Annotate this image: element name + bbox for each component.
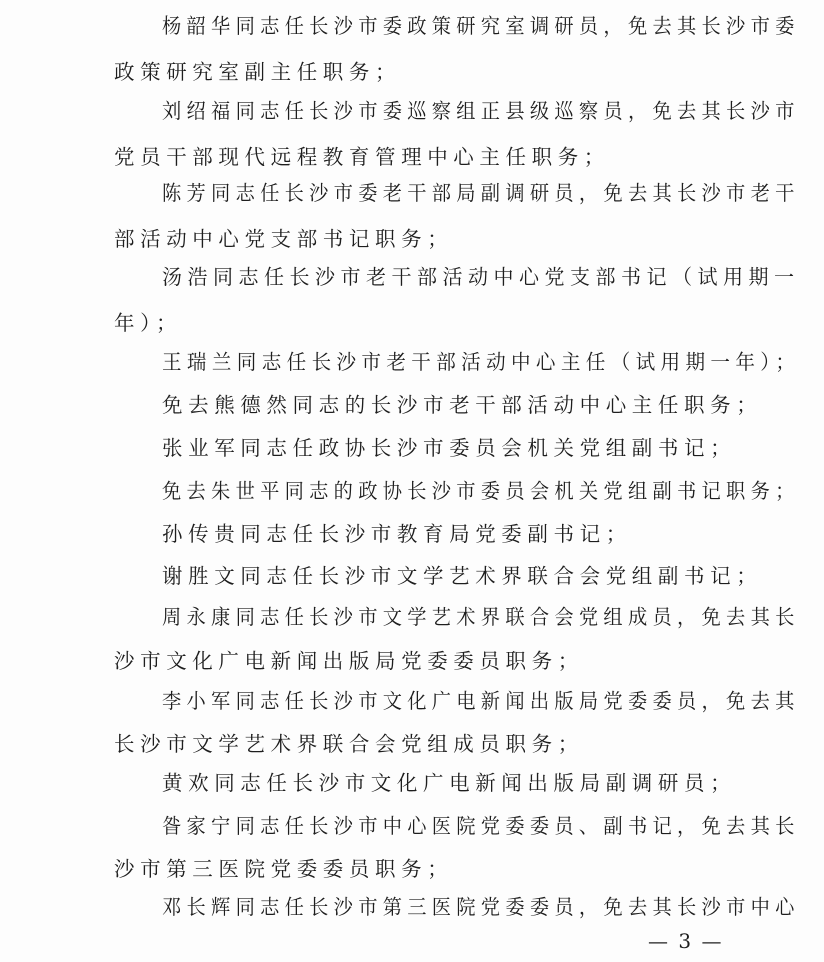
text-line: 李小军同志任长沙市文化广电新闻出版局党委委员，免去其 — [162, 689, 800, 713]
page-number: — 3 — — [648, 929, 724, 953]
text-line: 沙市第三医院党委委员职务； — [114, 857, 454, 881]
text-line: 政策研究室副主任职务； — [114, 60, 402, 84]
text-line: 邓长辉同志任长沙市第三医院党委委员，免去其长沙市中心 — [162, 895, 800, 919]
text-line: 年）； — [114, 311, 183, 335]
text-line: 陈芳同志任长沙市委老干部局副调研员，免去其长沙市老干 — [162, 181, 800, 205]
text-line: 汤浩同志任长沙市老干部活动中心党支部书记（试用期一 — [162, 265, 800, 289]
text-line: 党员干部现代远程教育管理中心主任职务； — [114, 145, 610, 169]
text-line: 黄欢同志任长沙市文化广电新闻出版局副调研员； — [162, 771, 737, 795]
text-line: 张业军同志任政协长沙市委员会机关党组副书记； — [162, 436, 737, 460]
text-line: 杨韶华同志任长沙市委政策研究室调研员，免去其长沙市委 — [162, 14, 800, 38]
text-line: 免去朱世平同志的政协长沙市委员会机关党组副书记职务； — [162, 479, 800, 503]
text-line: 刘绍福同志任长沙市委巡察组正县级巡察员，免去其长沙市 — [162, 99, 800, 123]
text-line: 孙传贵同志任长沙市教育局党委副书记； — [162, 522, 632, 546]
text-line: 部活动中心党支部书记职务； — [114, 227, 454, 251]
text-line: 沙市文化广电新闻出版局党委委员职务； — [114, 649, 584, 673]
text-line: 谢胜文同志任长沙市文学艺术界联合会党组副书记； — [162, 564, 763, 588]
text-line: 昝家宁同志任长沙市中心医院党委委员、副书记，免去其长 — [162, 814, 800, 838]
text-line: 免去熊德然同志的长沙市老干部活动中心主任职务； — [162, 393, 763, 417]
text-line: 长沙市文学艺术界联合会党组成员职务； — [114, 732, 584, 756]
text-line: 王瑞兰同志任长沙市老干部活动中心主任（试用期一年）； — [162, 350, 801, 374]
text-line: 周永康同志任长沙市文学艺术界联合会党组成员，免去其长 — [162, 605, 800, 629]
